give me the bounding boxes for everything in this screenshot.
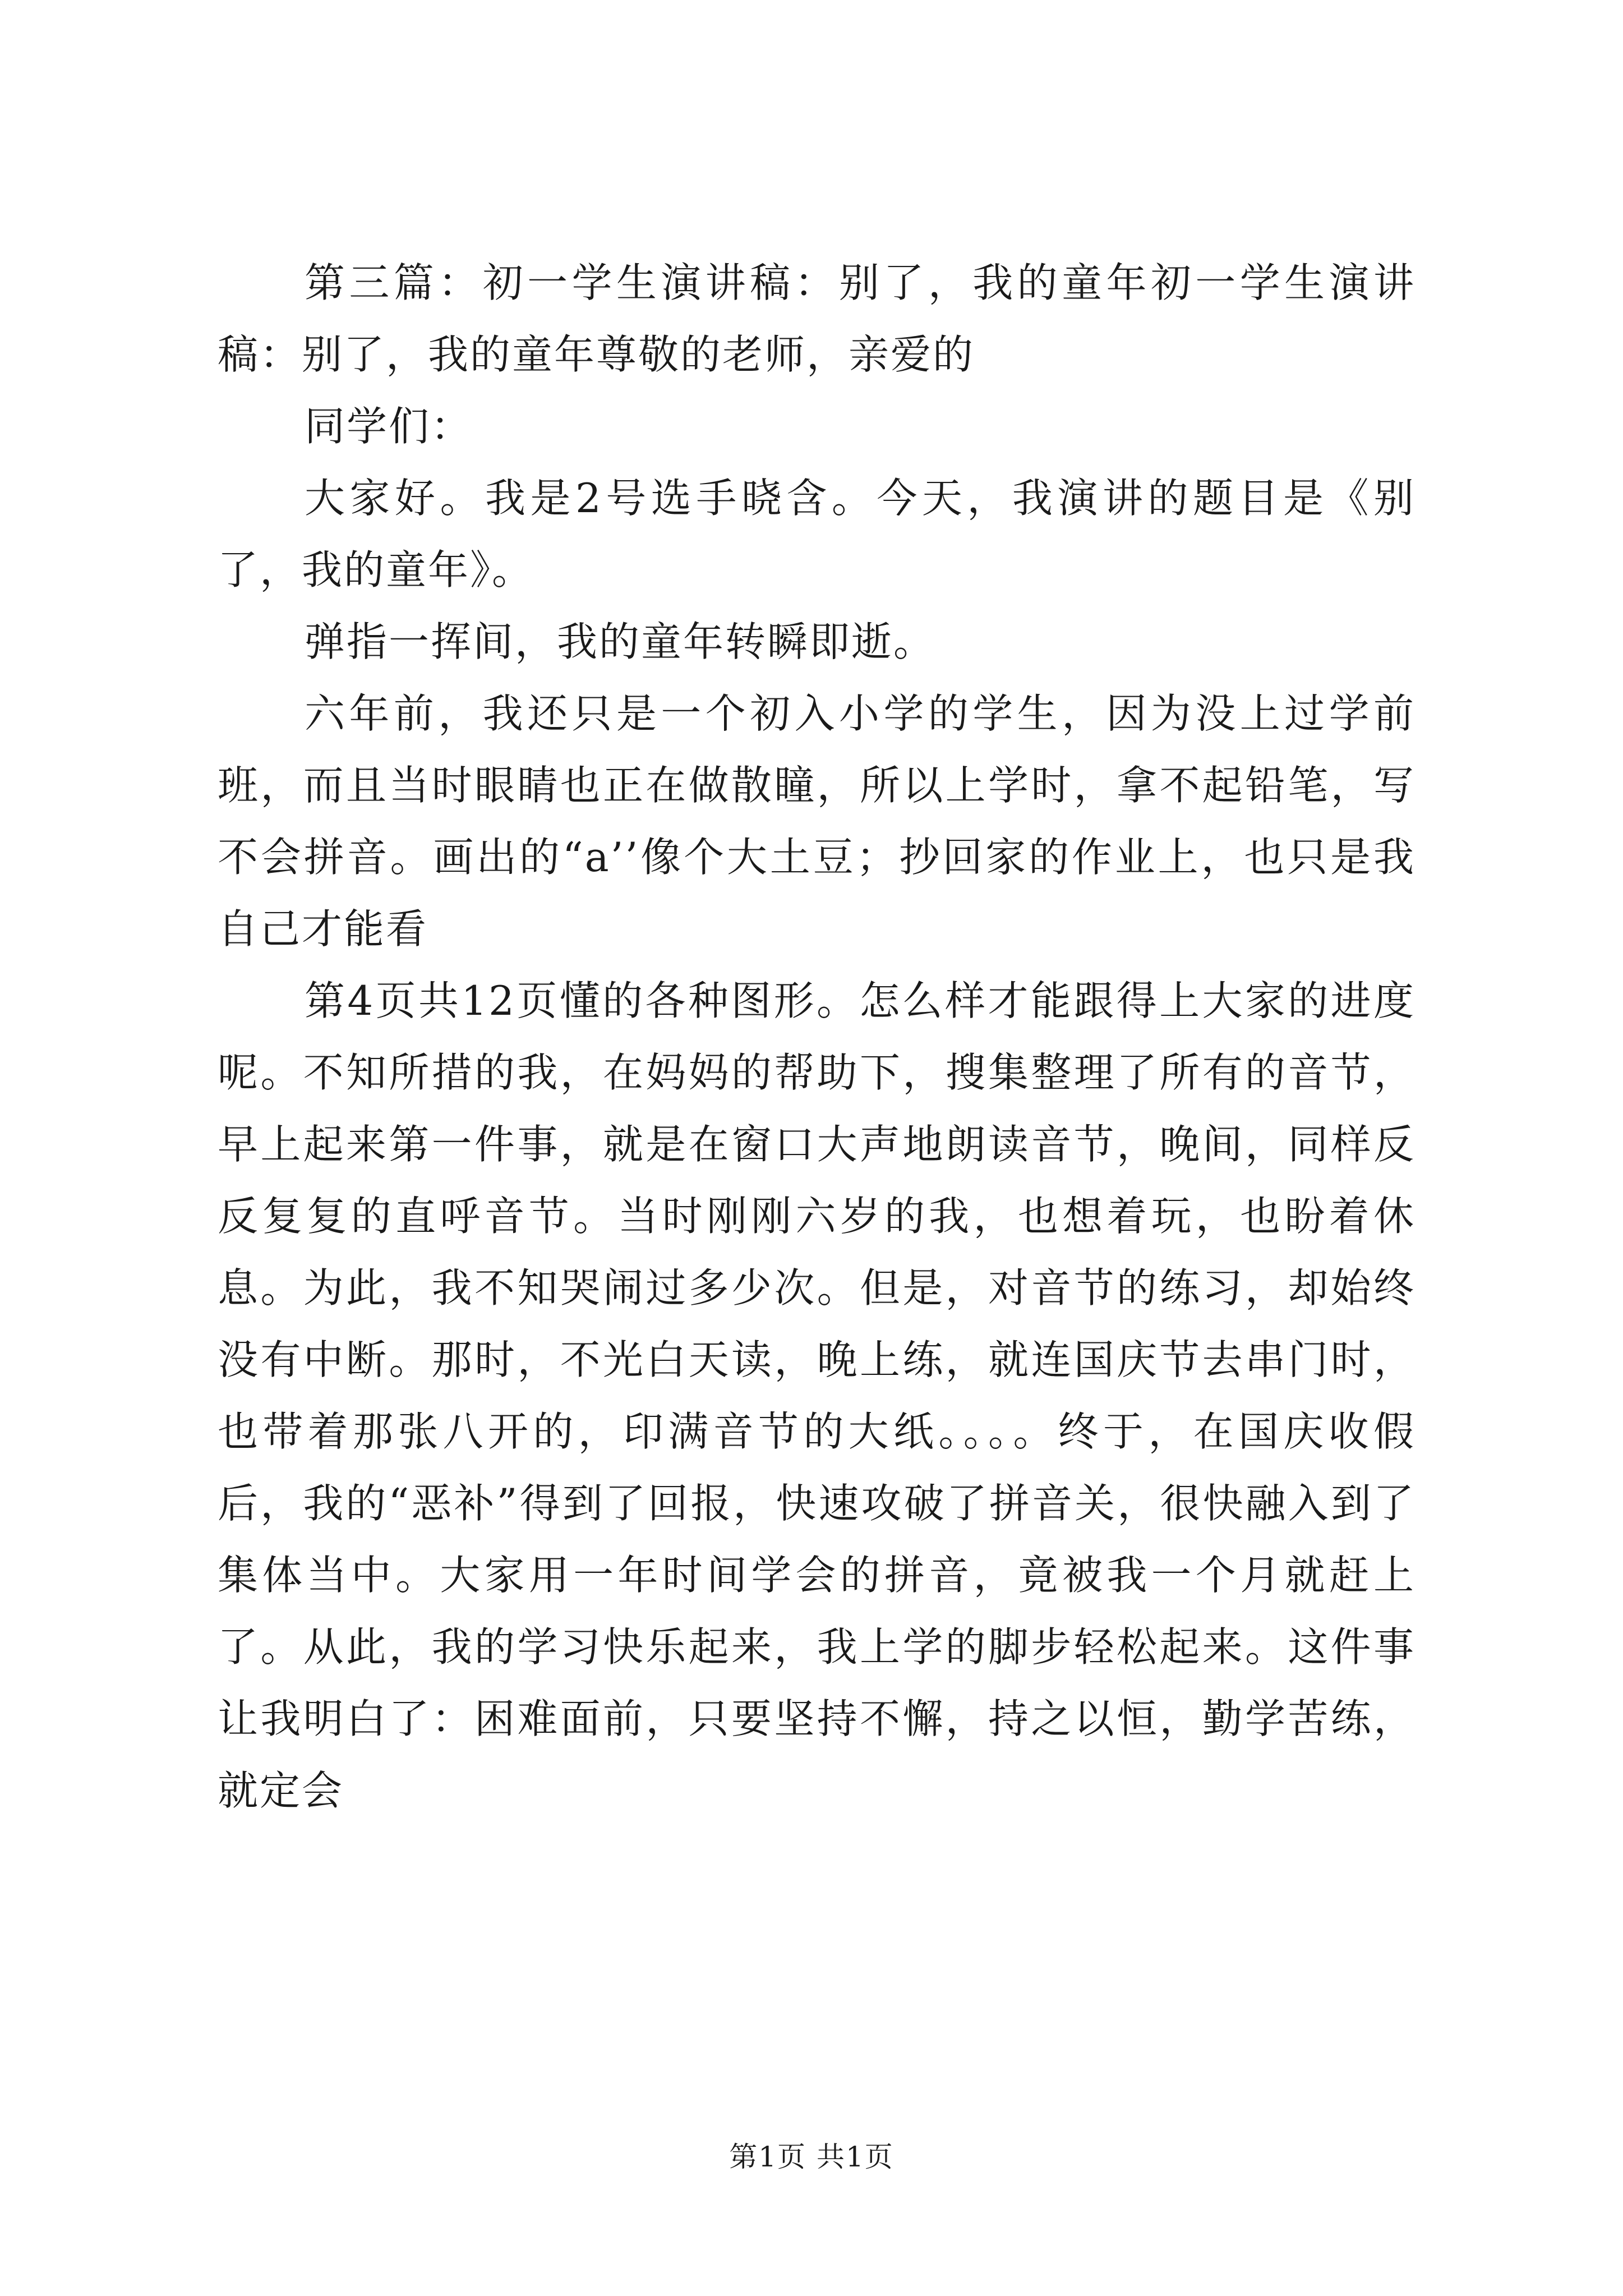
salutation-paragraph: 同学们： <box>305 403 473 450</box>
body-paragraph: 六年前，我还只是一个初入小学的学生，因为没上过学前班，而且当时眼睛也正在做散瞳，所以上学时，拿不起铅笔，写不会拼音。画出的“a’’像个大土豆；抄回家的作业上，也只是我自己才能看 <box>218 690 1415 953</box>
document-body <box>218 247 1415 1826</box>
body-paragraph: 第4页共12页懂的各种图形。怎么样才能跟得上大家的进度呢。不知所措的我，在妈妈的帮助下，搜集整理了所有的音节，早上起来第一件事，就是在窗口大声地朗读音节，晚间，同样反反复复的直呼音节。当时刚刚六岁的我，也想着玩，也盼着休息。为此，我不知哭闹过多少次。但是，对音节的练习，却始终没有中断。那时，不光白天读，晚上练，就连国庆节去串门时，也带着那张八开的，印满音节的大纸。。。。终于，在国庆收假后，我的“恶补”得到了回报，快速攻破了拼音关，很快融入到了集体当中。大家用一年时间学会的拼音，竟被我一个月就赶上了。从此，我的学习快乐起来，我上学的脚步轻松起来。这件事让我明白了：困难面前，只要坚持不懈，持之以恒，勤学苦练，就定会 <box>218 977 1415 1814</box>
greeting-paragraph: 大家好。我是2号选手晓含。今天，我演讲的题目是《别了，我的童年》。 <box>218 475 1415 593</box>
page-footer: 第1页 共1页 <box>729 2141 894 2173</box>
body-paragraph: 弹指一挥间，我的童年转瞬即逝。 <box>305 618 936 665</box>
heading-paragraph: 第三篇：初一学生演讲稿：别了，我的童年初一学生演讲稿：别了，我的童年尊敬的老师，亲爱的 <box>218 259 1415 378</box>
